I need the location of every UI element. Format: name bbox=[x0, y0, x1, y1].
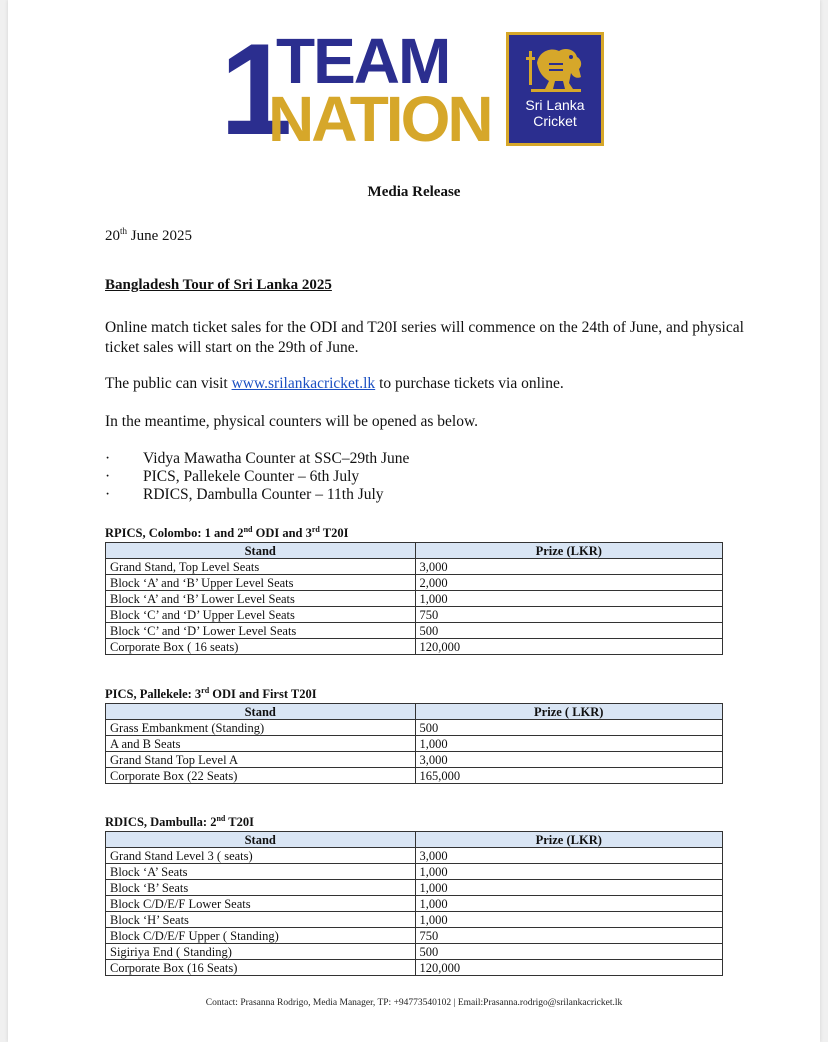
prize-cell: 750 bbox=[415, 607, 723, 623]
section-title-sup: rd bbox=[201, 686, 210, 695]
stand-cell: Grand Stand, Top Level Seats bbox=[106, 559, 416, 575]
release-date bbox=[105, 226, 192, 245]
table-row bbox=[106, 639, 723, 655]
section-title-sup: nd bbox=[243, 525, 253, 534]
bullet: · bbox=[105, 468, 111, 485]
prize-cell: 500 bbox=[415, 623, 723, 639]
counter-text: Vidya Mawatha Counter at SSC–29th June bbox=[143, 450, 410, 467]
slc-name bbox=[509, 97, 601, 129]
stand-cell: Grand Stand Level 3 ( seats) bbox=[106, 848, 416, 864]
section-title-part: RPICS, Colombo: 1 and 2 bbox=[105, 526, 244, 541]
prize-cell: 1,000 bbox=[415, 896, 723, 912]
slc-name-line1: Sri Lanka bbox=[525, 97, 585, 113]
slc-name-line2: Cricket bbox=[533, 113, 577, 129]
section-title-part: ODI and First T20I bbox=[209, 687, 317, 702]
stand-cell: Block ‘A’ and ‘B’ Upper Level Seats bbox=[106, 575, 416, 591]
prize-cell: 2,000 bbox=[415, 575, 723, 591]
table-row bbox=[106, 864, 723, 880]
bullet: · bbox=[105, 450, 111, 467]
paragraph-sales: Online match ticket sales for the ODI and T20I series will commence on the 24th of June, and physical ticket sales will start on the 29th of June. bbox=[105, 319, 744, 356]
prize-cell: 1,000 bbox=[415, 864, 723, 880]
table-row bbox=[106, 880, 723, 896]
team-nation-logo bbox=[220, 16, 491, 162]
table-row bbox=[106, 912, 723, 928]
logo-nation: NATION bbox=[268, 83, 491, 155]
table-row bbox=[106, 896, 723, 912]
section-title-colombo bbox=[105, 525, 348, 541]
section-title-part: PICS, Pallekele: 3 bbox=[105, 687, 202, 702]
prize-cell: 3,000 bbox=[415, 848, 723, 864]
table-header-row bbox=[106, 832, 723, 848]
table-row bbox=[106, 607, 723, 623]
prize-cell: 3,000 bbox=[415, 752, 722, 768]
stand-cell: Block C/D/E/F Lower Seats bbox=[106, 896, 416, 912]
counter-text: RDICS, Dambulla Counter – 11th July bbox=[143, 486, 384, 503]
stand-cell: Block ‘A’ Seats bbox=[106, 864, 416, 880]
table-header-row bbox=[106, 543, 723, 559]
website-link[interactable]: www.srilankacricket.lk bbox=[231, 375, 376, 392]
column-header-prize: Prize ( LKR) bbox=[415, 704, 722, 720]
stand-cell: Block C/D/E/F Upper ( Standing) bbox=[106, 928, 416, 944]
stand-cell: Block ‘H’ Seats bbox=[106, 912, 416, 928]
table-row bbox=[106, 944, 723, 960]
table-row bbox=[106, 752, 723, 768]
tour-title: Bangladesh Tour of Sri Lanka 2025 bbox=[105, 277, 332, 293]
section-title-dambulla bbox=[105, 814, 254, 830]
section-title-sup: rd bbox=[311, 525, 320, 534]
table-row bbox=[106, 928, 723, 944]
lion-icon bbox=[525, 43, 587, 95]
section-title-part: RDICS, Dambulla: 2 bbox=[105, 815, 217, 830]
stand-cell: A and B Seats bbox=[106, 736, 416, 752]
column-header-prize: Prize (LKR) bbox=[415, 543, 723, 559]
stand-cell: Block ‘C’ and ‘D’ Upper Level Seats bbox=[106, 607, 416, 623]
price-table-colombo bbox=[105, 542, 723, 655]
prize-cell: 120,000 bbox=[415, 639, 723, 655]
table-row bbox=[106, 623, 723, 639]
table-row bbox=[106, 848, 723, 864]
table-row bbox=[106, 559, 723, 575]
stand-cell: Grand Stand Top Level A bbox=[106, 752, 416, 768]
paragraph-website bbox=[105, 374, 745, 394]
column-header-prize: Prize (LKR) bbox=[415, 832, 723, 848]
date-day: 20 bbox=[105, 228, 120, 244]
prize-cell: 120,000 bbox=[415, 960, 723, 976]
stand-cell: Grass Embankment (Standing) bbox=[106, 720, 416, 736]
table-row bbox=[106, 591, 723, 607]
prize-cell: 500 bbox=[415, 944, 723, 960]
prize-cell: 750 bbox=[415, 928, 723, 944]
table-row bbox=[106, 720, 723, 736]
section-title-part: T20I bbox=[225, 815, 254, 830]
prize-cell: 1,000 bbox=[415, 591, 723, 607]
stand-cell: Corporate Box ( 16 seats) bbox=[106, 639, 416, 655]
table-row bbox=[106, 768, 723, 784]
stand-cell: Corporate Box (16 Seats) bbox=[106, 960, 416, 976]
column-header-stand: Stand bbox=[106, 704, 416, 720]
column-header-stand: Stand bbox=[106, 543, 416, 559]
contact-footer: Contact: Prasanna Rodrigo, Media Manager, TP: +94773540102 | Email:Prasanna.rodrigo@srilankacricket.lk bbox=[205, 998, 623, 1008]
stand-cell: Block ‘B’ Seats bbox=[106, 880, 416, 896]
stand-cell: Block ‘A’ and ‘B’ Lower Level Seats bbox=[106, 591, 416, 607]
table-row bbox=[106, 960, 723, 976]
paragraph-counters: In the meantime, physical counters will be opened as below. bbox=[105, 413, 479, 430]
counter-text: PICS, Pallekele Counter – 6th July bbox=[143, 468, 360, 485]
bullet: · bbox=[105, 486, 111, 503]
section-title-part: T20I bbox=[319, 526, 349, 541]
prize-cell: 1,000 bbox=[415, 912, 723, 928]
table-row bbox=[106, 736, 723, 752]
prize-cell: 165,000 bbox=[415, 768, 722, 784]
column-header-stand: Stand bbox=[106, 832, 416, 848]
section-title-part: ODI and 3 bbox=[252, 526, 312, 541]
prize-cell: 1,000 bbox=[415, 736, 722, 752]
table-header-row bbox=[106, 704, 723, 720]
section-title-sup: nd bbox=[216, 814, 226, 823]
prize-cell: 500 bbox=[415, 720, 722, 736]
slc-badge bbox=[506, 32, 604, 146]
table-row bbox=[106, 575, 723, 591]
paragraph-website-before: The public can visit bbox=[105, 375, 232, 392]
document-page bbox=[8, 0, 820, 1042]
paragraph-website-after: to purchase tickets via online. bbox=[375, 375, 564, 392]
section-title-pallekele bbox=[105, 686, 317, 702]
logo-team: TEAM bbox=[276, 25, 450, 97]
price-table-dambulla bbox=[105, 831, 723, 976]
stand-cell: Block ‘C’ and ‘D’ Lower Level Seats bbox=[106, 623, 416, 639]
stand-cell: Sigiriya End ( Standing) bbox=[106, 944, 416, 960]
prize-cell: 1,000 bbox=[415, 880, 723, 896]
prize-cell: 3,000 bbox=[415, 559, 723, 575]
logo-one: 1 bbox=[220, 16, 287, 162]
date-rest: June 2025 bbox=[127, 228, 193, 244]
date-suffix: th bbox=[120, 226, 128, 236]
stand-cell: Corporate Box (22 Seats) bbox=[106, 768, 416, 784]
price-table-pallekele bbox=[105, 703, 723, 784]
release-title: Media Release bbox=[367, 184, 461, 200]
